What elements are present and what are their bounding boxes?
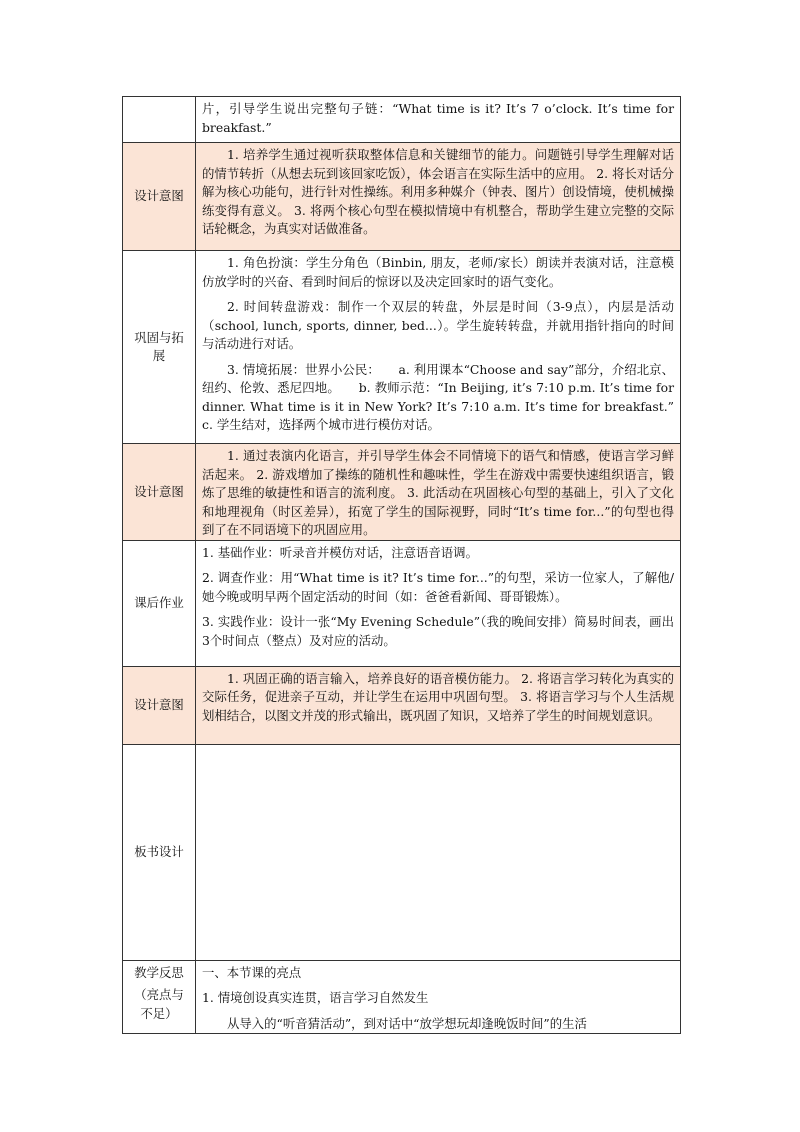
design-intent-label-3: 设计意图 xyxy=(123,666,196,744)
continued-text: 片，引导学生说出完整句子链：“What time is it? It’s 7 o’clock. It’s time for breakfast.” xyxy=(202,101,674,135)
consolidation-row xyxy=(123,251,681,444)
homework-practice: 3. 实践作业：设计一张“My Evening Schedule”（我的晚间安排）简易时间表，画出3个时间点（整点）及对应的活动。 xyxy=(202,614,674,648)
design-intent-text-2: 1. 通过表演内化语言，并引导学生体会不同情境下的语气和情感，使语言学习鲜活起来。 2. 游戏增加了操练的随机性和趣味性，学生在游戏中需要快速组织语言，锻炼了思维的敏捷性和语言的流利度。 3. 此活动在巩固核心句型的基础上，引入了文化和地理视角（时区差异），拓宽了学生的国际视野，同时“It’s time for...”的句型也得到了在不同语境下的巩固应用。 xyxy=(202,448,674,537)
design-intent-row-3 xyxy=(123,666,681,744)
lesson-plan-table xyxy=(122,96,699,1034)
continued-row xyxy=(123,97,681,143)
board-design-label: 板书设计 xyxy=(123,744,196,960)
world-citizen-activity: 3. 情境拓展：世界小公民： a. 利用课本“Choose and say”部分，介绍北京、纽约、伦敦、悉尼四地。 b. 教师示范：“In Beijing, it’s 7:10 p.m. It’s time for dinner. What time is it in New York? It’s 7:10 a.m. It’s time for breakfast.” c. 学生结对，选择两个城市进行模仿对话。 xyxy=(202,361,699,432)
design-intent-label-1: 设计意图 xyxy=(123,143,196,251)
consolidation-label-line-1: 巩固与拓 xyxy=(134,329,184,345)
design-intent-content-1 xyxy=(196,143,681,251)
homework-basic: 1. 基础作业：听录音并模仿对话，注意语音语调。 xyxy=(202,544,478,560)
design-intent-row-1 xyxy=(123,143,681,251)
consolidation-label xyxy=(123,251,196,444)
reflection-label-line-1: 教学反思 xyxy=(134,964,184,980)
homework-label: 课后作业 xyxy=(123,540,196,666)
continued-row-content xyxy=(196,97,681,143)
reflection-heading: 一、本节课的亮点 xyxy=(202,964,302,980)
board-design-content xyxy=(196,744,681,960)
reflection-point-1-text: 从导入的“听音猜活动”，到对话中“放学想玩却逢晚饭时间”的生活 xyxy=(227,1015,587,1031)
design-intent-content-3 xyxy=(196,666,681,744)
continued-row-label xyxy=(123,97,196,143)
reflection-label-line-3: 不足） xyxy=(140,1005,178,1021)
design-intent-row-2 xyxy=(123,444,681,541)
time-wheel-activity: 2. 时间转盘游戏：制作一个双层的转盘，外层是时间（3-9点），内层是活动（school, lunch, sports, dinner, bed...）。学生旋转转盘，并就用指针指向的时间与活动进行对话。 xyxy=(202,299,674,351)
reflection-label xyxy=(123,960,196,1034)
reflection-point-1: 1. 情境创设真实连贯，语言学习自然发生 xyxy=(202,990,429,1005)
reflection-content xyxy=(196,960,681,1034)
design-intent-content-2 xyxy=(196,444,681,541)
consolidation-content xyxy=(196,251,699,444)
consolidation-label-line-2: 展 xyxy=(152,348,166,363)
design-intent-text-3: 1. 巩固正确的语言输入，培养良好的语音模仿能力。 2. 将语言学习转化为真实的交际任务，促进亲子互动，并让学生在运用中巩固句型。 3. 将语言学习与个人生活规划相结合，以图文并茂的形式输出，既巩固了知识，又培养了学生的时间规划意识。 xyxy=(202,670,674,723)
board-design-row xyxy=(123,744,681,960)
homework-survey: 2. 调查作业：用“What time is it? It’s time for...”的句型，采访一位家人，了解他/她今晚或明早两个固定活动的时间（如：爸爸看新闻、哥哥锻炼）。 xyxy=(202,570,674,604)
reflection-label-line-2: （亮点与 xyxy=(134,987,184,1002)
role-play-activity: 1. 角色扮演：学生分角色（Binbin, 朋友，老师/家长）朗读并表演对话，注意模仿放学时的兴奋、看到时间后的惊讶以及决定回家时的语气变化。 xyxy=(202,255,674,289)
design-intent-text-1: 1. 培养学生通过视听获取整体信息和关键细节的能力。问题链引导学生理解对话的情节转折（从想去玩到该回家吃饭），体会语言在实际生活中的应用。 2. 将长对话分解为核心功能句，进行针对性操练。利用多种媒介（钟表、图片）创设情境，使机械操练变得有意义。 3. 将两个核心句型在模拟情境中有机整合，帮助学生建立完整的交际话轮概念，为真实对话做准备。 xyxy=(202,147,674,236)
homework-content xyxy=(196,540,681,666)
reflection-row xyxy=(123,960,681,1034)
homework-row xyxy=(123,540,681,666)
design-intent-label-2: 设计意图 xyxy=(123,444,196,541)
